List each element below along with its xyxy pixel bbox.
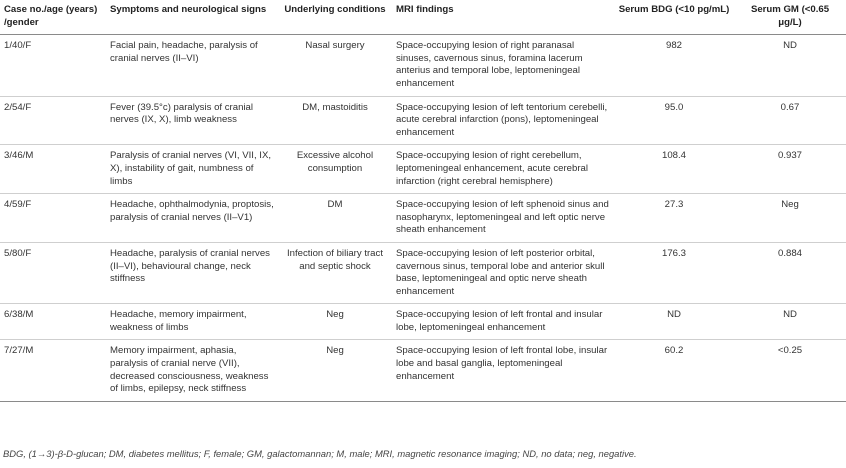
table-row: [0, 194, 846, 243]
cell-bdg: 27.3: [614, 194, 734, 243]
cell-case: 4/59/F: [0, 194, 106, 243]
header-underlying: Underlying conditions: [278, 4, 392, 35]
header-gm: Serum GM (<0.65 μg/L): [734, 4, 846, 35]
table-row: [0, 340, 846, 401]
cell-mri: Space-occupying lesion of left sphenoid sinus and nasopharynx, leptomeningeal and left optic nerve sheath enhancement: [392, 194, 614, 243]
header-case: Case no./age (years) /gender: [0, 4, 106, 35]
cell-gm: ND: [734, 35, 846, 96]
cell-bdg: ND: [614, 304, 734, 340]
table-row: [0, 145, 846, 194]
table-body: [0, 35, 846, 402]
cell-gm: 0.67: [734, 96, 846, 145]
cell-gm: 0.937: [734, 145, 846, 194]
cell-gm: 0.884: [734, 242, 846, 303]
cell-mri: Space-occupying lesion of right cerebellum, leptomeningeal enhancement, acute cerebral infarction (right cerebral hemisphere): [392, 145, 614, 194]
cell-underlying: Excessive alcohol consumption: [278, 145, 392, 194]
cell-underlying: Infection of biliary tract and septic shock: [278, 242, 392, 303]
header-row: [0, 4, 846, 35]
cell-case: 7/27/M: [0, 340, 106, 401]
cell-case: 1/40/F: [0, 35, 106, 96]
cell-symptoms: Headache, paralysis of cranial nerves (II–VI), behavioural change, neck stiffness: [106, 242, 278, 303]
table-row: [0, 35, 846, 96]
cell-mri: Space-occupying lesion of left frontal and insular lobe, leptomeningeal enhancement: [392, 304, 614, 340]
cell-bdg: 95.0: [614, 96, 734, 145]
table-row: [0, 304, 846, 340]
cell-gm: ND: [734, 304, 846, 340]
cell-symptoms: Facial pain, headache, paralysis of cranial nerves (II–VI): [106, 35, 278, 96]
cell-underlying: DM: [278, 194, 392, 243]
cell-underlying: Nasal surgery: [278, 35, 392, 96]
cell-mri: Space-occupying lesion of left posterior orbital, cavernous sinus, temporal lobe and anterior skull base, leptomeningeal and optic nerve sheath enhancement: [392, 242, 614, 303]
table-header: [0, 4, 846, 35]
cell-gm: <0.25: [734, 340, 846, 401]
cell-bdg: 982: [614, 35, 734, 96]
cell-case: 2/54/F: [0, 96, 106, 145]
cell-bdg: 108.4: [614, 145, 734, 194]
cell-symptoms: Memory impairment, aphasia, paralysis of cranial nerve (VII), decreased consciousness, weakness of limbs, epilepsy, neck stiffness: [106, 340, 278, 401]
cell-bdg: 176.3: [614, 242, 734, 303]
cell-mri: Space-occupying lesion of right paranasal sinuses, cavernous sinus, foramina lacerum anterius and temporal lobe, leptomeningeal enhancement: [392, 35, 614, 96]
cell-underlying: Neg: [278, 304, 392, 340]
cell-symptoms: Paralysis of cranial nerves (VI, VII, IX, X), instability of gait, numbness of limbs: [106, 145, 278, 194]
table-footnote: BDG, (1→3)-β-D-glucan; DM, diabetes mellitus; F, female; GM, galactomannan; M, male; MRI, magnetic resonance imaging; ND, no data; neg, negative.: [3, 448, 637, 459]
cell-case: 5/80/F: [0, 242, 106, 303]
table-row: [0, 96, 846, 145]
cell-underlying: Neg: [278, 340, 392, 401]
case-table: [0, 4, 846, 402]
table-row: [0, 242, 846, 303]
cell-symptoms: Headache, memory impairment, weakness of limbs: [106, 304, 278, 340]
header-symptoms: Symptoms and neurological signs: [106, 4, 278, 35]
cell-symptoms: Fever (39.5°c) paralysis of cranial nerves (IX, X), limb weakness: [106, 96, 278, 145]
cell-mri: Space-occupying lesion of left frontal lobe, insular lobe and basal ganglia, leptomeningeal enhancement: [392, 340, 614, 401]
cell-gm: Neg: [734, 194, 846, 243]
cell-case: 3/46/M: [0, 145, 106, 194]
cell-mri: Space-occupying lesion of left tentorium cerebelli, acute cerebral infarction (pons), leptomeningeal enhancement: [392, 96, 614, 145]
cell-bdg: 60.2: [614, 340, 734, 401]
header-bdg: Serum BDG (<10 pg/mL): [614, 4, 734, 35]
cell-symptoms: Headache, ophthalmodynia, proptosis, paralysis of cranial nerves (II–V1): [106, 194, 278, 243]
cell-case: 6/38/M: [0, 304, 106, 340]
header-mri: MRI findings: [392, 4, 614, 35]
cell-underlying: DM, mastoiditis: [278, 96, 392, 145]
